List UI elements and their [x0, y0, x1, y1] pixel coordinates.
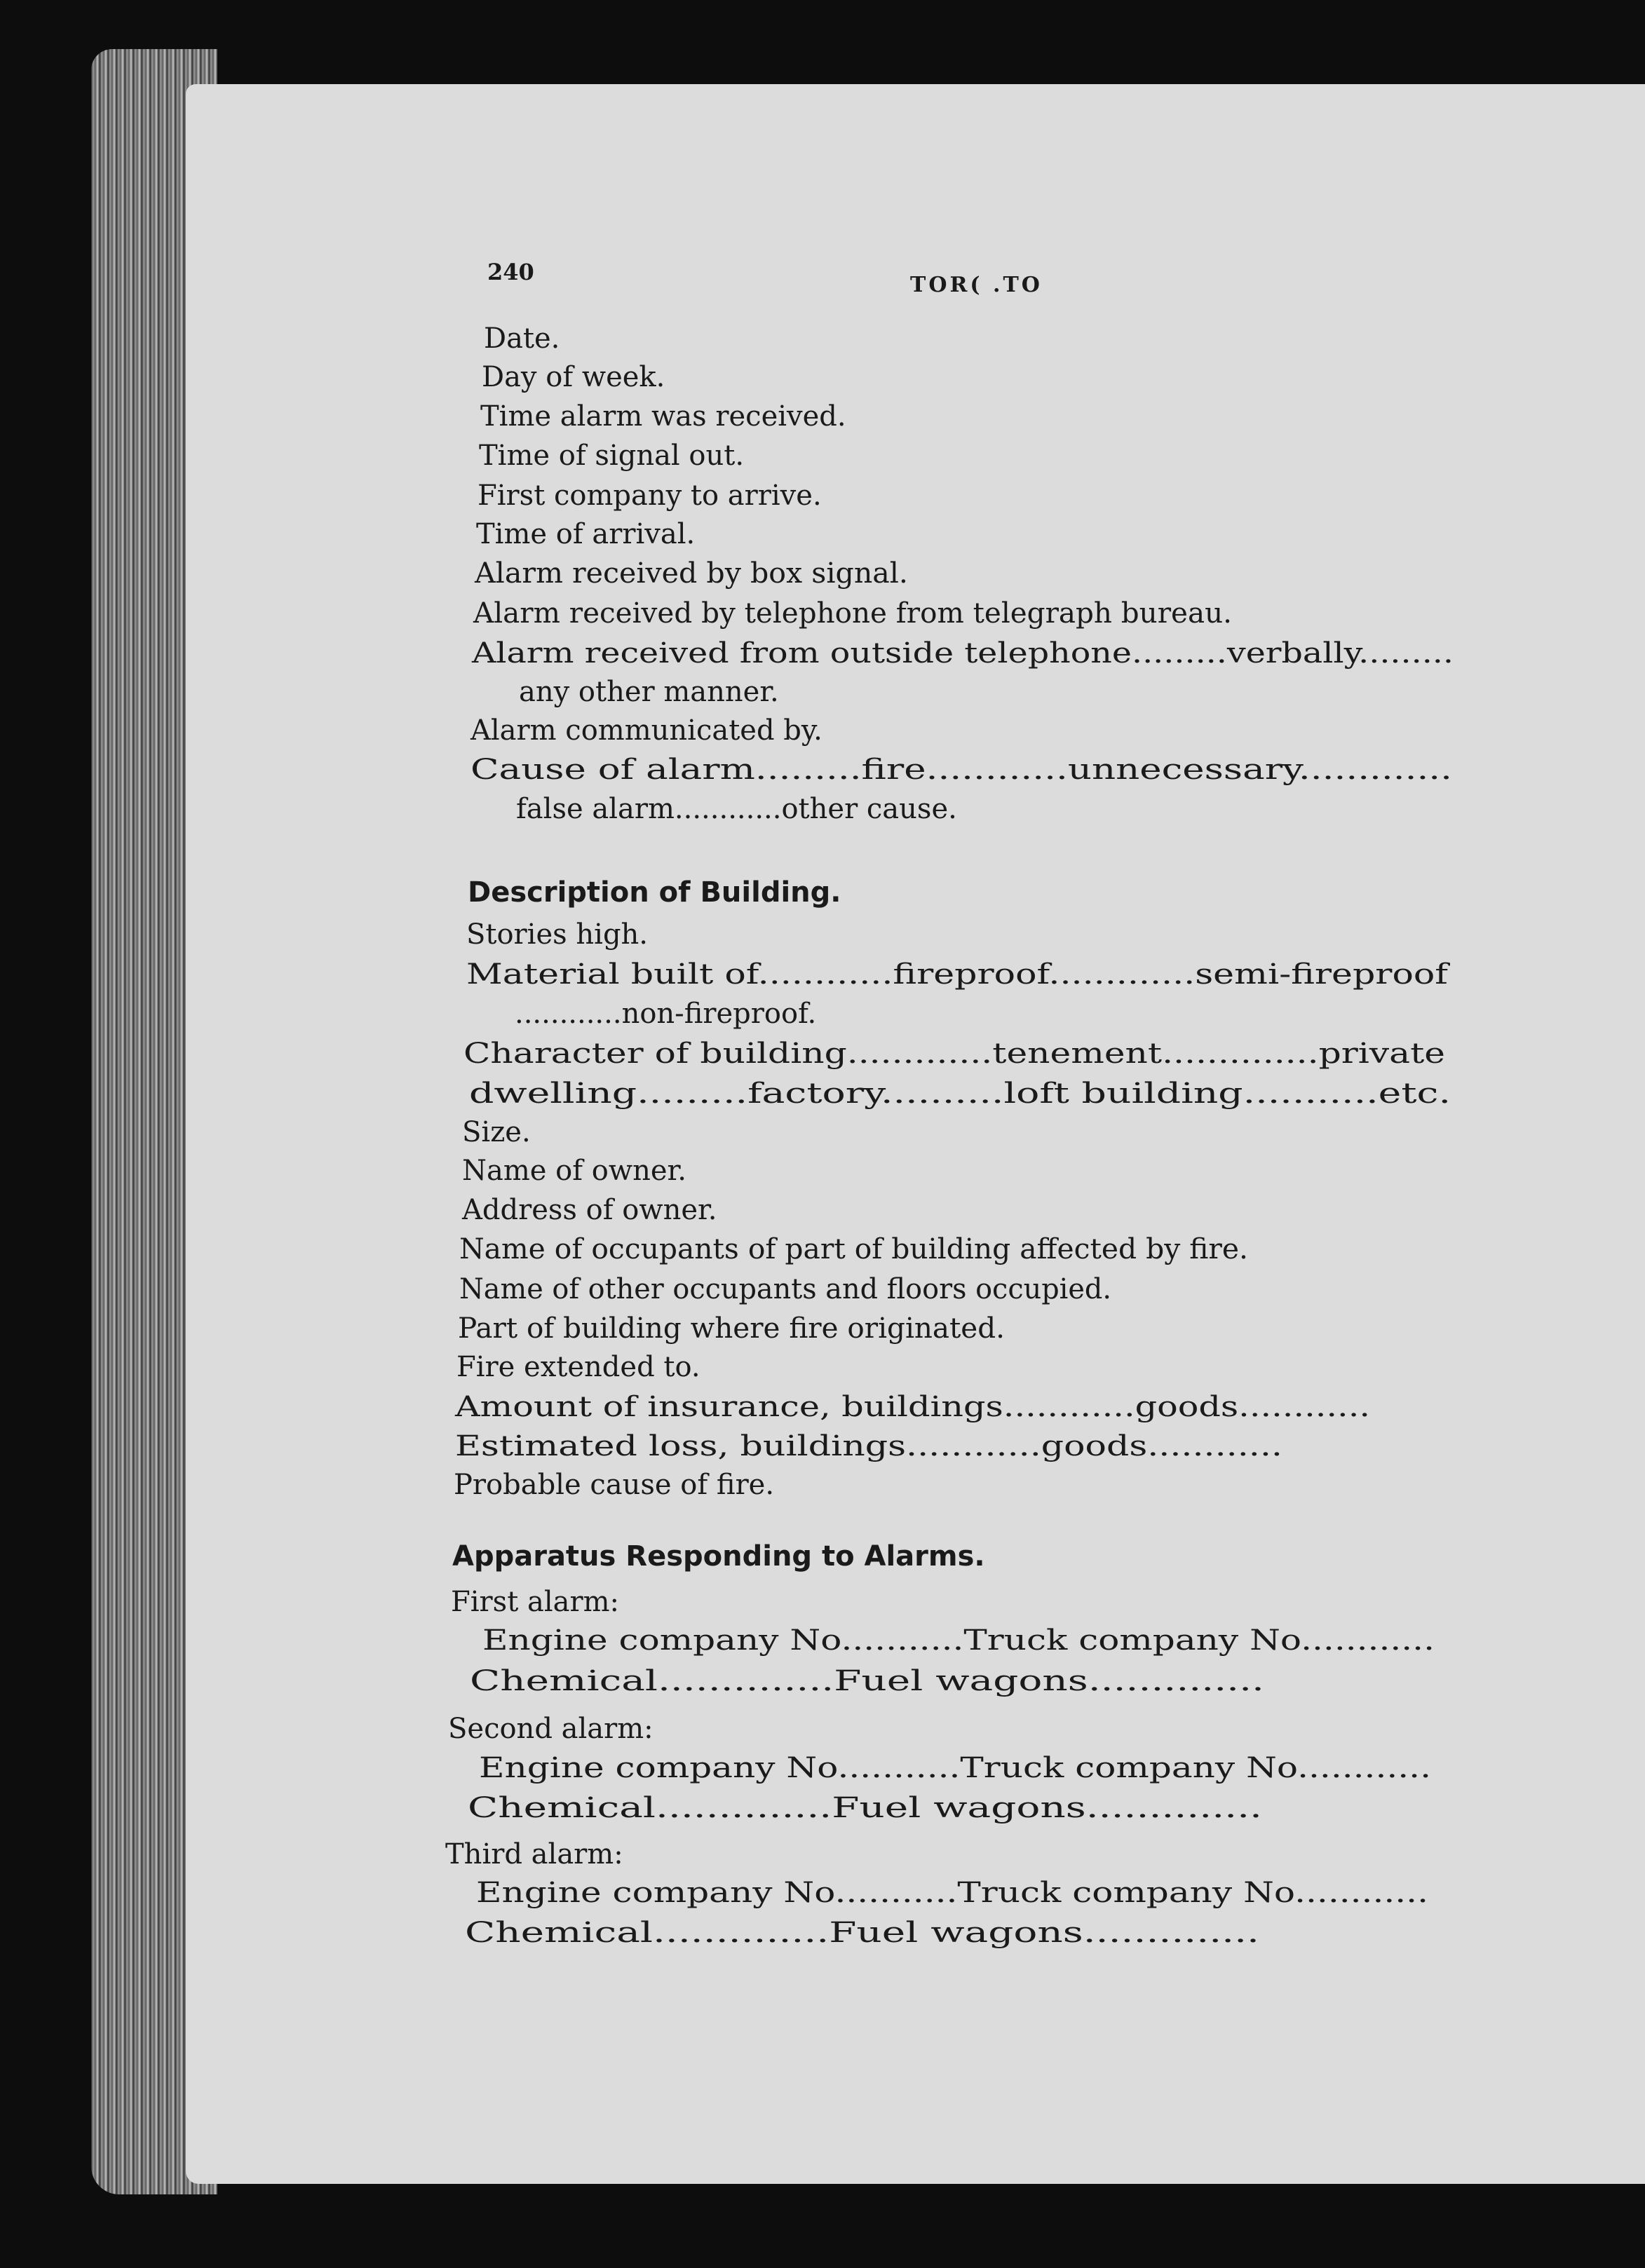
section-heading-building: Description of Building. [468, 876, 841, 909]
field-fire-extended: Fire extended to. [456, 1351, 700, 1383]
field-box-signal: Alarm received by box signal. [475, 557, 908, 590]
field-insurance: Amount of insurance, buildings............goods............ [455, 1391, 1370, 1423]
field-time-signal-out: Time of signal out. [479, 440, 745, 472]
section-heading-apparatus: Apparatus Responding to Alarms. [452, 1540, 985, 1573]
field-size: Size. [462, 1116, 531, 1148]
field-first-company: First company to arrive. [478, 480, 822, 512]
field-estimated-loss: Estimated loss, buildings............goods............ [455, 1430, 1282, 1462]
second-alarm-chemical-fuel: Chemical..............Fuel wagons.............. [468, 1792, 1262, 1824]
field-telephone-telegraph: Alarm received by telephone from telegraph bureau. [473, 597, 1232, 630]
field-cause-of-alarm: Cause of alarm.........fire............unnecessary............. [471, 754, 1452, 786]
field-owner-name: Name of owner. [462, 1155, 686, 1187]
second-alarm-label: Second alarm: [448, 1713, 654, 1745]
third-alarm-engine-truck: Engine company No...........Truck company No............ [476, 1877, 1428, 1909]
field-owner-address: Address of owner. [462, 1194, 717, 1226]
field-material: Material built of............fireproof.............semi-fireproof [466, 958, 1448, 991]
field-time-alarm-received: Time alarm was received. [480, 400, 846, 433]
second-alarm-engine-truck: Engine company No...........Truck company No............ [479, 1752, 1431, 1784]
field-probable-cause: Probable cause of fire. [454, 1469, 775, 1501]
field-stories-high: Stories high. [466, 918, 649, 951]
field-day-of-week: Day of week. [482, 361, 665, 393]
first-alarm-engine-truck: Engine company No...........Truck company No............ [482, 1624, 1435, 1657]
third-alarm-chemical-fuel: Chemical..............Fuel wagons.............. [465, 1917, 1259, 1949]
third-alarm-label: Third alarm: [445, 1838, 623, 1870]
field-fire-origin: Part of building where fire originated. [458, 1312, 1005, 1345]
field-other-manner: any other manner. [519, 676, 779, 708]
field-dwelling: dwelling.........factory..........loft building...........etc. [469, 1078, 1451, 1110]
field-communicated-by: Alarm communicated by. [471, 714, 822, 747]
running-head: TOR( .TO [910, 273, 1043, 297]
field-time-of-arrival: Time of arrival. [476, 518, 696, 550]
book-page [186, 84, 1645, 2184]
field-outside-telephone: Alarm received from outside telephone.........verbally......... [472, 637, 1454, 670]
first-alarm-chemical-fuel: Chemical..............Fuel wagons.............. [470, 1665, 1264, 1697]
page-number: 240 [487, 259, 534, 285]
field-character: Character of building.............tenement..............private [463, 1038, 1445, 1070]
first-alarm-label: First alarm: [451, 1586, 619, 1618]
field-other-occupants: Name of other occupants and floors occupied. [459, 1273, 1111, 1305]
field-false-alarm: false alarm............other cause. [516, 793, 957, 825]
field-occupants-affected: Name of occupants of part of building affected by fire. [459, 1233, 1248, 1265]
field-non-fireproof: ............non-fireproof. [515, 998, 817, 1030]
field-date: Date. [484, 322, 560, 355]
